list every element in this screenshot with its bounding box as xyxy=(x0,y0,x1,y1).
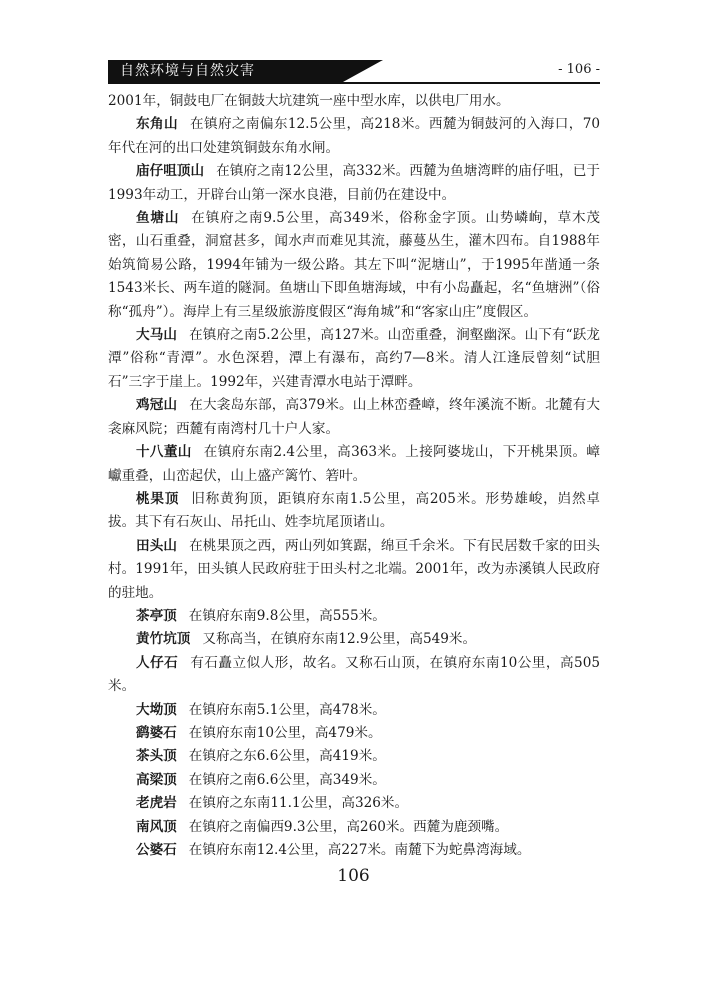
page-body xyxy=(108,90,600,862)
entry-term: 黄竹坑顶 xyxy=(136,631,191,648)
entry-term: 人仔石 xyxy=(136,654,179,671)
entry-text: 又称高当，在镇府东南12.9公里，高549米。 xyxy=(202,631,477,648)
entry-paragraph xyxy=(108,792,600,815)
footer-page-number: 106 xyxy=(337,866,370,886)
entry-term: 十八董山 xyxy=(136,444,192,461)
entry-text: 在镇府东南12.4公里，高227米。南麓下为蛇鼻湾海域。 xyxy=(188,842,531,858)
entry-term: 茶头顶 xyxy=(136,748,177,765)
entry-paragraph xyxy=(108,699,600,722)
entry-text: 有石矗立似人形，故名。又称石山顶，在镇府东南10公里，高505米。 xyxy=(108,654,600,695)
entry-term: 鱼塘山 xyxy=(136,210,180,227)
entry-paragraph xyxy=(108,628,600,651)
header-page-number: - 106 - xyxy=(558,62,600,77)
mountain-entries xyxy=(108,113,600,862)
entry-paragraph xyxy=(108,324,600,394)
entry-term: 桃果顶 xyxy=(136,490,180,507)
entry-text: 在镇府东南5.1公里，高478米。 xyxy=(188,701,386,718)
entry-text: 旧称黄狗顶，距镇府东南1.5公里，高205米。形势雄峻，岿然卓拔。其下有石灰山、吊托山、姓李坑尾顶诸山。 xyxy=(108,490,600,531)
entry-term: 茶亭顶 xyxy=(136,607,177,624)
entry-paragraph xyxy=(108,722,600,745)
entry-term: 大坳顶 xyxy=(136,701,177,718)
entry-term: 南风顶 xyxy=(136,818,177,835)
running-header xyxy=(108,56,600,84)
entry-term: 鸡冠山 xyxy=(136,397,178,414)
entry-term: 大马山 xyxy=(136,327,178,344)
entry-term: 公婆石 xyxy=(136,842,177,858)
header-rule xyxy=(108,82,600,84)
entry-term: 庙仔咀顶山 xyxy=(136,163,205,180)
header-wedge xyxy=(343,60,383,82)
entry-text: 在镇府之南12公里，高332米。西麓为鱼塘湾畔的庙仔咀，已于1993年动工，开辟台山第一深水良港，目前仍在建设中。 xyxy=(108,163,600,203)
chapter-title: 自然环境与自然灾害 xyxy=(120,63,255,79)
entry-text: 在大衾岛东部，高379米。山上林峦叠嶂，终年溪流不断。北麓有大衾麻风院；西麓有南湾村几十户人家。 xyxy=(108,397,600,437)
entry-text: 在镇府之南6.6公里，高349米。 xyxy=(188,771,386,788)
entry-text: 在镇府东南10公里，高479米。 xyxy=(188,724,382,741)
entry-paragraph xyxy=(108,160,600,207)
entry-paragraph xyxy=(108,769,600,792)
entry-text: 在镇府之东南11.1公里，高326米。 xyxy=(188,795,409,812)
entry-term: 东角山 xyxy=(136,116,178,133)
entry-text: 在镇府东南9.8公里，高555米。 xyxy=(188,607,386,624)
entry-term: 鹞婆石 xyxy=(136,724,177,741)
entry-text: 在镇府之东6.6公里，高419米。 xyxy=(188,748,386,765)
entry-text: 在桃果顶之西，两山列如箕踞，绵亘千余米。下有民居数千家的田头村。1991年，田头镇人民政府驻于田头村之北端。2001年，改为赤溪镇人民政府的驻地。 xyxy=(108,537,601,601)
entry-paragraph xyxy=(108,652,600,699)
entry-text: 在镇府之南9.5公里，高349米，俗称金字顶。山势嶙峋，草木茂密，山石重叠，洞窟甚多，闻水声而难见其流，藤蔓丛生，灌木四布。自1988年始筑简易公路，1994年铺为一级公路。其左下叫“泥塘山”，于1995年凿通一条1543米长、两车道的隧洞。鱼塘山下即鱼塘海域，中有小岛矗起，名“鱼塘洲”（俗称“孤舟”）。海岸上有三星级旅游度假区“海角城”和“客家山庄”度假区。 xyxy=(108,210,600,320)
entry-paragraph xyxy=(108,816,600,839)
entry-paragraph xyxy=(108,113,600,160)
entry-paragraph xyxy=(108,394,600,441)
entry-paragraph xyxy=(108,839,600,862)
entry-term: 高梁顶 xyxy=(136,771,177,788)
entry-paragraph xyxy=(108,441,600,488)
entry-term: 老虎岩 xyxy=(136,795,177,812)
intro-paragraph: 2001年，铜鼓电厂在铜鼓大坑建筑一座中型水库，以供电厂用水。 xyxy=(108,93,510,109)
entry-paragraph xyxy=(108,535,600,605)
entry-term: 田头山 xyxy=(136,537,178,554)
entry-text: 在镇府之南5.2公里，高127米。山峦重叠，涧壑幽深。山下有“跃龙潭”俗称“青潭”。水色深碧，潭上有瀑布，高约7—8米。清人江逢辰曾刻“试胆石”三字于崖上。1992年，兴建青潭水电站于潭畔。 xyxy=(108,327,601,390)
entry-text: 在镇府之南偏西9.3公里，高260米。西麓为鹿颈嘴。 xyxy=(188,818,509,835)
entry-paragraph xyxy=(108,605,600,628)
entry-paragraph xyxy=(108,488,600,535)
entry-text: 在镇府之南偏东12.5公里，高218米。西麓为铜鼓河的入海口，70年代在河的出口处建筑铜鼓东角水闸。 xyxy=(108,116,600,156)
entry-paragraph xyxy=(108,207,600,324)
entry-paragraph xyxy=(108,745,600,768)
entry-text: 在镇府东南2.4公里，高363米。上接阿婆垅山，下开桃果顶。嶂巘重叠，山峦起伏，山上盛产篱竹、箬叶。 xyxy=(108,444,600,484)
